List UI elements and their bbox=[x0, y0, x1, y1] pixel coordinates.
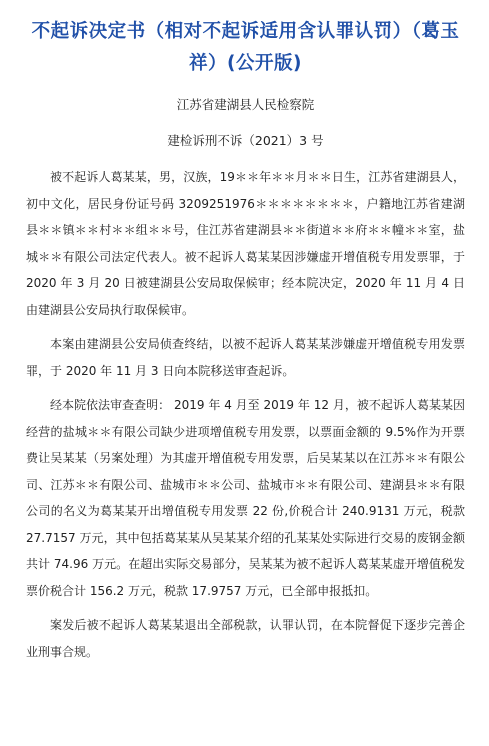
document-number: 建检诉刑不诉（2021）3 号 bbox=[167, 133, 324, 148]
issuing-organization: 江苏省建湖县人民检察院 bbox=[176, 97, 315, 112]
paragraph-facts: 经本院依法审查查明： 2019 年 4 月至 2019 年 12 月，被不起诉人葛某某因经营的盐城＊＊有限公司缺少进项增值税专用发票，以票面金额的 9.5%作为开票费让吴某某（另案处理）为其虚开增值税专用发票，后吴某某以在江苏＊＊有限公司、江苏＊＊有限公司、盐城市＊＊公司、盐城市＊＊有限公司、建湖县＊＊有限公司的名义为葛某某开出增值税专用发票 22 份,价税合计 240.9131 万元，税款 27.7157 万元，其中包括葛某某从吴某某介绍的孔某某处实际进行交易的废钢金额共计 74.96 万元。在超出实际交易部分，吴某某为被不起诉人葛某某虚开增值税发票价税合计 156.2 万元，税款 17.9757 万元，已全部申报抵扣。 bbox=[26, 398, 465, 598]
paragraph-case-transfer: 本案由建湖县公安局侦查终结，以被不起诉人葛某某涉嫌虚开增值税专用发票罪，于 2020 年 11 月 3 日向本院移送审查起诉。 bbox=[26, 337, 465, 378]
document-title: 不起诉决定书（相对不起诉适用含认罪认罚）（葛玉祥）(公开版) bbox=[31, 21, 460, 74]
document-body bbox=[26, 164, 465, 665]
paragraph-after-incident: 案发后被不起诉人葛某某退出全部税款，认罪认罚，在本院督促下逐步完善企业刑事合规。 bbox=[26, 618, 465, 659]
paragraph-defendant-info: 被不起诉人葛某某，男，汉族，19＊＊年＊＊月＊＊日生，江苏省建湖县人，初中文化，居民身份证号码 3209251976＊＊＊＊＊＊＊＊，户籍地江苏省建湖县＊＊镇＊＊村＊＊组＊＊号，住江苏省建湖县＊＊街道＊＊府＊＊幢＊＊室，盐城＊＊有限公司法定代表人。被不起诉人葛某某因涉嫌虚开增值税专用发票罪，于 2020 年 3 月 20 日被建湖县公安局取保候审；经本院决定，2020 年 11 月 4 日由建湖县公安局执行取保候审。 bbox=[26, 170, 465, 317]
